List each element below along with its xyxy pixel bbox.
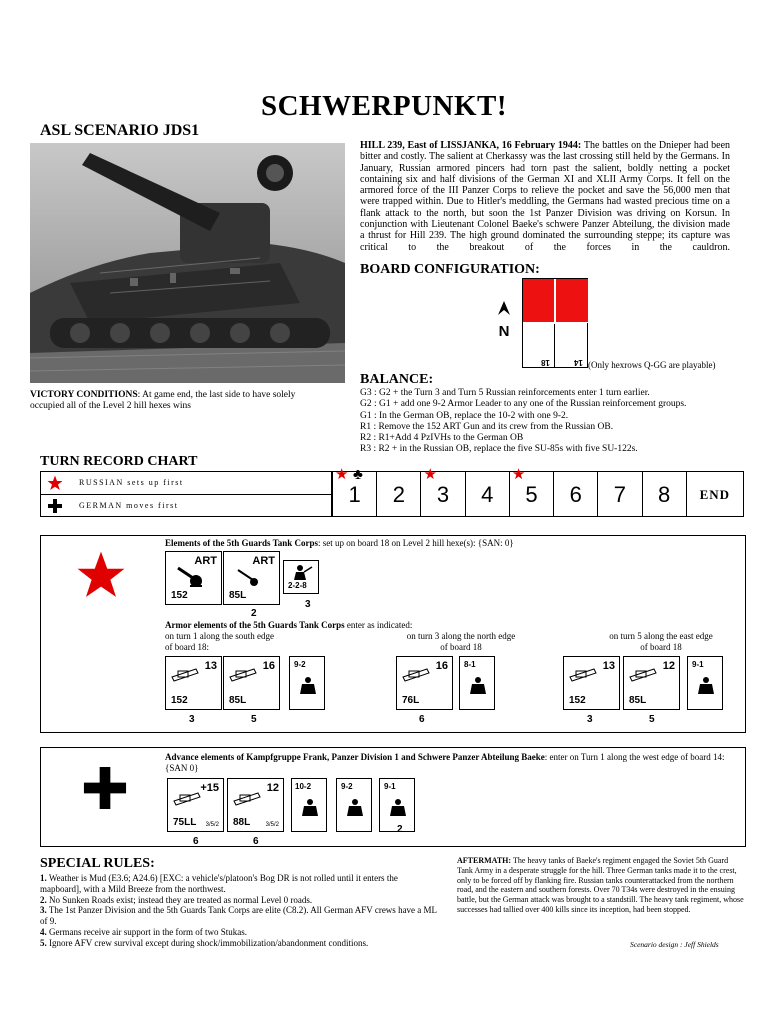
turn-3 [421,466,465,516]
north-label: N [498,323,510,340]
counter-bottom: 76L [402,695,420,706]
victory-text: : At game end, the last side to have solely occupied all of the Level 2 hill hexes wins [30,390,296,411]
unit-count: 6 [253,836,259,847]
special-rules-list [40,873,440,949]
counter-top: 16 [262,660,275,672]
unit-counter-tank76 [396,656,453,710]
north-indicator [496,300,512,340]
rule-number: 4. [40,926,47,937]
turn-number: 1 [348,482,361,507]
tank-icon [228,663,258,685]
rule-text: Germans receive air support in the form of two Stukas. [49,926,247,937]
board-config-heading: BOARD CONFIGURATION: [360,262,540,277]
russian-setup-text [165,538,514,549]
german-title: Advance elements of Kampfgruppe Frank, Panzer Division 1 and Schwere Panzer Abteilung Baeke [165,752,545,762]
counter-top: 10-2 [295,782,312,791]
tank-icon [401,663,431,685]
tank-icon [628,663,658,685]
intro-lead: HILL 239, East of LISSJANKA, 16 February 1944: [360,140,582,151]
turn-end [687,472,743,516]
counter-top: 12 [266,782,279,794]
rule-number: 3. [40,905,47,916]
board-14-top [556,279,588,323]
russian-order-of-battle [40,535,746,733]
turn-number: 8 [658,482,671,507]
turn-number: 6 [569,482,582,507]
reinforcement-group-3-text [586,631,736,652]
russian-side-row [41,472,333,495]
turn-8 [643,472,687,516]
unit-counter-art152 [165,551,222,605]
russian-setup-title: Elements of the 5th Guards Tank Corps [165,538,319,548]
turn-6 [554,472,598,516]
board-configuration [522,278,588,368]
balance-line: G1 : In the German OB, replace the 10-2 with one 9-2. [360,410,569,421]
turn-number: 2 [392,482,405,507]
russian-armor-text [165,620,412,631]
unit-count: 3 [587,714,593,725]
counter-top: 16 [435,660,448,672]
special-rule [40,895,440,906]
north-arrow-icon [496,300,512,316]
counter-bottom: 85L [229,695,247,706]
counter-top: +15 [200,782,219,794]
board-14-label: 14 [574,358,583,367]
group-line: of board 18: [165,641,209,652]
turn-4 [466,472,510,516]
leader-icon [466,675,490,695]
unit-count: 3 [305,599,311,610]
unit-counter-leader [459,656,495,710]
unit-count: 2 [397,824,403,835]
counter-bottom: 75LL [173,817,197,828]
russian-reinforcement-star-icon: ★ [335,466,349,483]
balkenkreuz-icon [48,499,62,513]
german-side-label: GERMAN moves first [79,501,179,510]
artillery-gun-icon [234,568,262,588]
tank-icon [170,663,200,685]
special-rule [40,873,440,895]
counter-top: 13 [602,660,615,672]
counter-sub: 3/5/2 [205,822,219,828]
board-14-bottom [556,324,588,368]
leader-icon [298,797,322,817]
scenario-id: ASL SCENARIO JDS1 [40,122,200,139]
turn-7 [598,472,642,516]
counter-bottom: 85L [229,590,247,601]
unit-count: 2 [251,608,257,619]
group-line: of board 18 [440,641,482,652]
turn-number: 3 [436,482,450,507]
unit-counter-tank85 [623,656,680,710]
german-desc: : enter on Turn 1 along the west edge of board 14: {SAN 0} [165,752,725,773]
leader-icon [296,675,320,695]
turn-number: END [699,487,731,502]
rule-number: 2. [40,894,47,905]
board-18-top [523,279,555,323]
balance-list [360,388,750,456]
russian-reinforcement-star-icon: ★ [423,466,437,483]
group-line: on turn 3 along the north edge [406,631,516,641]
tank-icon [172,787,202,809]
russian-armor-desc: enter as indicated: [346,620,413,630]
leader-icon [386,797,410,817]
rule-text: No Sunken Roads exist; instead they are treated as normal Level 0 roads. [49,894,313,905]
soldier-icon [290,563,314,581]
russian-reinforcement-star-icon: ★ [511,466,526,483]
russian-setup-desc: : set up on board 18 on Level 2 hill hexe(s): {SAN: 0} [318,538,514,548]
counter-bottom: 152 [171,590,188,601]
intro-text: The battles on the Dnieper had been bitter and costly. The salient at Cherkassy was the last crossing still held by the Germans. In January, Russian armored pincers had torn past the salient, boldly netting a pocket containing six and half divisions of the German XI and XLII Army Corps. It fell on the armored force of the III Panzer Corps to relieve the pocket and save the 56,000 men that were trapped within. Due to Hitler's meddling, the Germans had wasted precious time on a flank attack to the north, but soon the 1st Panzer Division was driving on Korsun. In conjunction with Lieutenant Colonel Baeke's schwere Panzer Abteilung, the division made a thrust for Hill 239. The high ground dominated the surrounding steppe; its capture was critical to the breakout of the forces in the cauldron. [360,140,731,253]
unit-counter-leader [291,778,327,832]
unit-counter-leader [687,656,723,710]
rule-number: 5. [40,937,47,948]
aftermath [457,856,744,915]
special-rule [40,938,440,949]
balance-line: G3 : G2 + the Turn 3 and Turn 5 Russian reinforcements enter 1 turn earlier. [360,388,650,398]
unit-count: 5 [251,714,257,725]
unit-counter-tank75 [167,778,224,832]
unit-counter-tank152 [563,656,620,710]
counter-top: 9-1 [384,782,396,791]
unit-count: 6 [193,836,199,847]
counter-top: 9-2 [341,782,353,791]
turn-5 [510,466,554,516]
turn-1 [333,466,377,516]
page-title: SCHWERPUNKT! [260,90,508,122]
turn-number: 5 [525,482,538,507]
russian-armor-title: Armor elements of the 5th Guards Tank Corps [165,620,345,630]
group-line: on turn 1 along the south edge [165,631,274,641]
counter-bottom: 2-2-8 [288,581,307,590]
counter-top: 8-1 [464,660,476,669]
reinforcement-group-1-text [165,631,274,652]
leader-icon [343,797,367,817]
turn-record-heading: TURN RECORD CHART [40,454,198,469]
counter-bottom: 85L [629,695,647,706]
turn-2 [377,472,421,516]
special-rule [40,927,440,938]
counter-bottom: 88L [233,817,251,828]
soviet-star-icon [76,550,126,600]
board-18-bottom [523,324,555,368]
unit-count: 3 [189,714,195,725]
german-order-of-battle [40,747,746,847]
counter-top: 12 [662,660,675,672]
turn-number: 7 [613,482,627,507]
tank-icon [232,787,262,809]
german-side-row [41,495,333,518]
tank-icon [568,663,598,685]
counter-top: 9-1 [692,660,704,669]
counter-sub: 3/5/2 [265,822,279,828]
german-reinforcement-icon: ♣ [353,466,363,483]
board-18-label: 18 [541,358,550,367]
balance-line: R1 : Remove the 152 ART Gun and its crew from the Russian OB. [360,421,614,432]
tank-photo [30,143,345,383]
rule-number: 1. [40,873,47,883]
soviet-star-icon [47,475,63,491]
unit-counter-leader [336,778,372,832]
rule-text: The 1st Panzer Division and the 5th Guards Tank Corps are elite (C8.2). All German AFV crews have a ML of 9. [40,905,437,927]
counter-top: 9-2 [294,660,306,669]
aftermath-text: The heavy tanks of Baeke's regiment engaged the Soviet 5th Guard Tank Army in a desperate struggle for the hill. Three German tanks made it to the crest, only to be forced off by flanking fire. Russian tanks counterattacked from the northern road, and the eastern and southern forests. Over 70 T34s were destroyed in the ensuing battle, but the German attack was brought to a standstill. The heavy tank regiment, whose successes had tallied over 400 kills since its inception, had been stopped. [457,856,744,914]
balkenkreuz-icon [83,766,127,810]
unit-counter-tank152 [165,656,222,710]
unit-counter-tank88 [227,778,284,832]
balance-line: G2 : G1 + add one 9-2 Armor Leader to any one of the Russian reinforcement groups. [360,399,687,410]
artillery-gun-icon [176,566,204,588]
unit-count: 6 [419,714,425,725]
special-rules-heading: SPECIAL RULES: [40,856,155,871]
balance-line: R2 : R1+Add 4 PzIVHs to the German OB [360,433,524,444]
unit-counter-leader [289,656,325,710]
russian-side-label: RUSSIAN sets up first [79,478,184,487]
aftermath-label: AFTERMATH: [457,856,512,865]
unit-counter-art85 [223,551,280,605]
design-credit: Scenario design : Jeff Shields [630,940,719,949]
unit-counter-tank85 [223,656,280,710]
balance-line: R3 : R2 + in the Russian OB, replace the five SU-85s with five SU-122s. [360,444,638,455]
victory-label: VICTORY CONDITIONS [30,390,138,400]
rule-text: Weather is Mud (E3.6; A24.6) [EXC: a vehicle's/platoon's Bog DR is not rolled until it enters the mapboard], with a Mild Breeze from the northwest. [40,873,398,894]
german-entry-text [165,752,730,773]
turn-number: 4 [481,482,494,507]
unit-count: 5 [649,714,655,725]
turn-record-sides [40,471,332,517]
board-note: (Only hexrows Q-GG are playable) [588,360,716,370]
victory-conditions [30,390,330,412]
counter-bottom: 152 [171,695,188,706]
group-line: on turn 5 along the east edge [609,631,713,641]
historical-intro [360,140,730,253]
unit-counter-squad [283,560,319,594]
counter-bottom: 152 [569,695,586,706]
counter-top: ART [194,555,217,567]
group-line: of board 18 [640,641,682,652]
balance-heading: BALANCE: [360,372,434,387]
leader-icon [694,675,718,695]
reinforcement-group-2-text [386,631,536,652]
counter-top: ART [252,555,275,567]
turn-track [332,466,744,517]
special-rule [40,905,440,927]
rule-text: Ignore AFV crew survival except during shock/immobilization/abandonment conditions. [49,937,369,948]
counter-top: 13 [204,660,217,672]
